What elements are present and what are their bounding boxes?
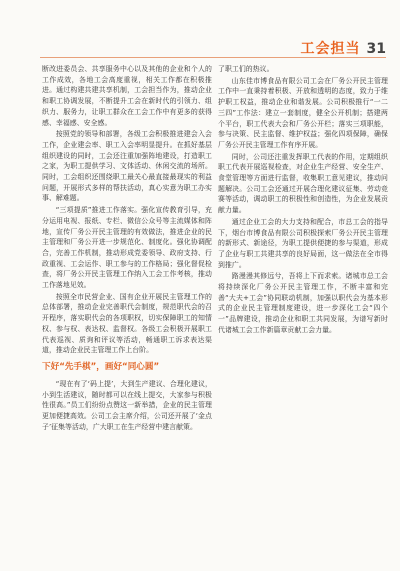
page-header bbox=[301, 38, 386, 58]
paragraph: “三项提质”推进工作落实。强化宣传教育引导，充分运用电视、报纸、专栏、微信公众号等主流媒体和阵地，宣传厂务公开民主管理的有效做法，推进企业的民主管理和厂务公开进一步规范化、制度化。强化协调配合，完善工作机制，推动形成党委领导、政府支持、行政重视、工会运作、职工参与的工作格局；强化督促检查，将厂务公开民主管理工作纳入工会工作考核，推动工作落地见效。 bbox=[42, 206, 212, 290]
page-number: 31 bbox=[366, 41, 386, 57]
section-title: 工会担当 bbox=[300, 41, 361, 57]
paragraph: 断改进委员会、共享服务中心以及其他的企业和个人的工作成效，各地工会高度重视，相关工作都在积极推进。通过构建共建共享机制，工会担当作为，推动企业和职工协调发展，不断提升工会在新时代的引领力、组织力、服务力，让职工群众在工会工作中有更多的获得感、幸福感、安全感。 bbox=[42, 65, 212, 127]
paragraph: 路漫漫其修远兮，吾将上下而求索。诸城市总工会将持续深化厂务公开民主管理工作，不断丰富和完善“大夫+工会”协同联动机制，加强以职代会为基本形式的企业民主管理制度建设，进一步深化工会“四个一”品牌建设，推动企业和职工共同发展，为谱写新时代诸城工会工作新篇章贡献工会力量。 bbox=[218, 272, 388, 334]
paragraph: 山东佳市博食品有限公司工会在厂务公开民主管理工作中一直秉持着积极、开放和透明的态度，致力于维护职工权益，推动企业和谐发展。公司积极推行“一二三四”工作法：建立一套制度，健全公开机制；搭建两个平台，职工代表大会和厂务公开栏；落实三项职能，参与决策、民主监督、维护权益；强化四项保障，确保厂务公开民主管理工作有序开展。 bbox=[218, 76, 388, 149]
paragraph: 同时，公司还注重发挥职工代表的作用，定期组织职工代表开展巡视检查，对企业生产经营、安全生产、食堂管理等方面进行监督，收集职工意见建议，推动问题解决。公司工会还通过开展合理化建议征集、劳动竞赛等活动，调动职工的积极性和创造性，为企业发展贡献力量。 bbox=[218, 152, 388, 215]
paragraph: “现在有了‘码上提’，大到生产建议、合理化建议，小到生活建议，随时都可以在线上提交，大家参与积极性很高。”员工们纷纷点赞这一新举措，企业的民主管理更加便捷高效。公司工会主席介绍，公司还开展了‘金点子’征集等活动，广大职工在生产经营中建言献策。 bbox=[42, 379, 212, 431]
right-column bbox=[218, 64, 388, 337]
paragraph: 通过企业工会的大力支持和配合，市总工会的指导下，烟台市博食品有限公司积极探索厂务公开民主管理的新形式、新途径，为职工提供便捷的参与渠道，形成了企业与职工共建共享的良好局面，这一做法在全市得到推广。 bbox=[218, 217, 388, 269]
paragraph: 了职工们的热议。 bbox=[218, 65, 274, 73]
paragraph: 按照党的领导和部署，各级工会积极推进建会入会工作，企业建会率、职工入会率明显提升。在抓好基层组织建设的同时，工会还注重加强阵地建设，打造职工之家，为职工提供学习、文体活动、休闲交流的场所。同时，工会组织还围绕职工最关心最直接最现实的利益问题，开展形式多样的帮扶活动，真心实意为职工办实事、解难题。 bbox=[42, 130, 212, 203]
subheading: 下好“先手棋”，画好“同心圆” bbox=[42, 361, 160, 372]
left-column bbox=[42, 64, 212, 434]
header-rule bbox=[40, 57, 386, 58]
paragraph: 按照全市民营企业、国有企业开展民主管理工作的总体部署，推动企业完善职代会制度，规范职代会的召开程序，落实职代会的各项职权，切实保障职工的知情权、参与权、表达权、监督权。各级工会积极开展职工代表巡视、质询和评议等活动，畅通职工诉求表达渠道，推动企业民主管理工作上台阶。 bbox=[42, 292, 212, 355]
